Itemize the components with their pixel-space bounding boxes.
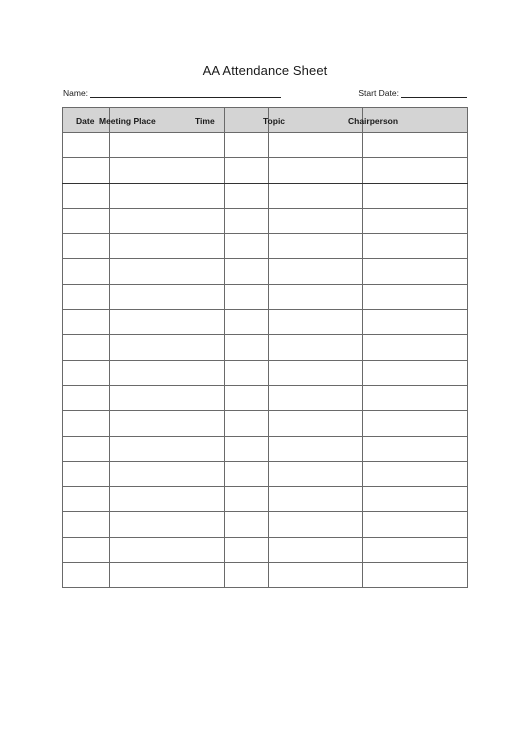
table-cell-chairperson[interactable] (363, 133, 468, 158)
table-row (63, 537, 468, 562)
table-cell-topic[interactable] (269, 537, 363, 562)
table-cell-time[interactable] (225, 310, 269, 335)
table-cell-topic[interactable] (269, 284, 363, 309)
table-row (63, 234, 468, 259)
table-cell-date[interactable] (63, 208, 110, 233)
name-field (63, 88, 281, 98)
table-cell-chairperson[interactable] (363, 411, 468, 436)
table-cell-meeting-place[interactable] (110, 411, 225, 436)
table-cell-meeting-place[interactable] (110, 461, 225, 486)
table-cell-topic[interactable] (269, 461, 363, 486)
table-cell-time[interactable] (225, 385, 269, 410)
table-cell-topic[interactable] (269, 133, 363, 158)
column-header-chairperson (348, 108, 468, 133)
table-cell-time[interactable] (225, 512, 269, 537)
column-header-time (195, 108, 269, 133)
table-cell-time[interactable] (225, 234, 269, 259)
table-cell-chairperson[interactable] (363, 208, 468, 233)
table-cell-time[interactable] (225, 133, 269, 158)
column-header-label: Time (195, 116, 215, 126)
table-cell-meeting-place[interactable] (110, 563, 225, 588)
table-cell-time[interactable] (225, 158, 269, 183)
column-header-label: Date (76, 116, 95, 126)
table-cell-time[interactable] (225, 183, 269, 208)
start-date-blank-line[interactable] (401, 88, 467, 98)
table-cell-chairperson[interactable] (363, 385, 468, 410)
table-cell-meeting-place[interactable] (110, 208, 225, 233)
table-cell-meeting-place[interactable] (110, 310, 225, 335)
table-cell-chairperson[interactable] (363, 512, 468, 537)
table-cell-chairperson[interactable] (363, 310, 468, 335)
table-cell-time[interactable] (225, 335, 269, 360)
table-row (63, 385, 468, 410)
table-cell-date[interactable] (63, 461, 110, 486)
table-cell-chairperson[interactable] (363, 259, 468, 284)
table-cell-topic[interactable] (269, 411, 363, 436)
table-cell-chairperson[interactable] (363, 563, 468, 588)
table-row (63, 133, 468, 158)
start-date-field (358, 88, 467, 98)
table-cell-meeting-place[interactable] (110, 183, 225, 208)
table-cell-date[interactable] (63, 284, 110, 309)
table-cell-time[interactable] (225, 284, 269, 309)
table-cell-meeting-place[interactable] (110, 385, 225, 410)
table-row (63, 411, 468, 436)
table-cell-topic[interactable] (269, 385, 363, 410)
table-row (63, 487, 468, 512)
table-cell-date[interactable] (63, 259, 110, 284)
table-cell-chairperson[interactable] (363, 335, 468, 360)
header-row (63, 108, 468, 133)
table-cell-time[interactable] (225, 259, 269, 284)
table-cell-time[interactable] (225, 411, 269, 436)
table-cell-chairperson[interactable] (363, 461, 468, 486)
table-cell-meeting-place[interactable] (110, 335, 225, 360)
table-row (63, 360, 468, 385)
table-row (63, 335, 468, 360)
table-cell-meeting-place[interactable] (110, 512, 225, 537)
table-cell-meeting-place[interactable] (110, 158, 225, 183)
table-cell-date[interactable] (63, 158, 110, 183)
table-cell-date[interactable] (63, 133, 110, 158)
table-cell-date[interactable] (63, 487, 110, 512)
table-cell-meeting-place[interactable] (110, 133, 225, 158)
table-cell-date[interactable] (63, 183, 110, 208)
table-cell-topic[interactable] (269, 487, 363, 512)
table-cell-time[interactable] (225, 487, 269, 512)
table-cell-time[interactable] (225, 208, 269, 233)
table-cell-date[interactable] (63, 436, 110, 461)
table-cell-chairperson[interactable] (363, 284, 468, 309)
table-cell-topic[interactable] (269, 436, 363, 461)
table-row (63, 158, 468, 183)
table-cell-topic[interactable] (269, 512, 363, 537)
table-row (63, 259, 468, 284)
table-cell-topic[interactable] (269, 158, 363, 183)
table-row (63, 563, 468, 588)
table-cell-chairperson[interactable] (363, 183, 468, 208)
table-cell-chairperson[interactable] (363, 234, 468, 259)
table-cell-date[interactable] (63, 335, 110, 360)
table-cell-date[interactable] (63, 537, 110, 562)
table-row (63, 436, 468, 461)
table-cell-meeting-place[interactable] (110, 284, 225, 309)
table-row (63, 208, 468, 233)
table-cell-time[interactable] (225, 563, 269, 588)
table-cell-topic[interactable] (269, 310, 363, 335)
table-row (63, 183, 468, 208)
table-cell-chairperson[interactable] (363, 436, 468, 461)
table-header (63, 108, 468, 133)
table-cell-time[interactable] (225, 436, 269, 461)
table-row (63, 512, 468, 537)
table-cell-date[interactable] (63, 385, 110, 410)
table-cell-meeting-place[interactable] (110, 234, 225, 259)
table-cell-date[interactable] (63, 411, 110, 436)
column-header-label: Chairperson (348, 116, 399, 126)
table-body (63, 133, 468, 588)
table-cell-meeting-place[interactable] (110, 436, 225, 461)
table-cell-topic[interactable] (269, 563, 363, 588)
table-cell-topic[interactable] (269, 183, 363, 208)
table-cell-topic[interactable] (269, 335, 363, 360)
table-cell-time[interactable] (225, 360, 269, 385)
table-cell-date[interactable] (63, 310, 110, 335)
header-fields (63, 88, 467, 100)
table-row (63, 461, 468, 486)
table-cell-chairperson[interactable] (363, 537, 468, 562)
table-cell-date[interactable] (63, 360, 110, 385)
table-cell-meeting-place[interactable] (110, 537, 225, 562)
table-cell-date[interactable] (63, 563, 110, 588)
table-cell-chairperson[interactable] (363, 487, 468, 512)
table-cell-time[interactable] (225, 537, 269, 562)
table-cell-meeting-place[interactable] (110, 259, 225, 284)
start-date-label: Start Date: (358, 88, 399, 98)
name-label: Name: (63, 88, 89, 98)
table-cell-topic[interactable] (269, 208, 363, 233)
page-title: AA Attendance Sheet (202, 63, 328, 78)
attendance-table (62, 107, 468, 588)
table-cell-topic[interactable] (269, 234, 363, 259)
column-header-label: Topic (263, 116, 286, 126)
name-blank-line[interactable] (90, 88, 281, 98)
table-cell-time[interactable] (225, 461, 269, 486)
table-cell-meeting-place[interactable] (110, 487, 225, 512)
table-row (63, 310, 468, 335)
table-cell-chairperson[interactable] (363, 360, 468, 385)
table-cell-topic[interactable] (269, 259, 363, 284)
table-cell-meeting-place[interactable] (110, 360, 225, 385)
table-cell-topic[interactable] (269, 360, 363, 385)
table-cell-date[interactable] (63, 234, 110, 259)
column-header-label: Meeting Place (99, 116, 156, 126)
table-cell-chairperson[interactable] (363, 158, 468, 183)
table-row (63, 284, 468, 309)
table-cell-date[interactable] (63, 512, 110, 537)
